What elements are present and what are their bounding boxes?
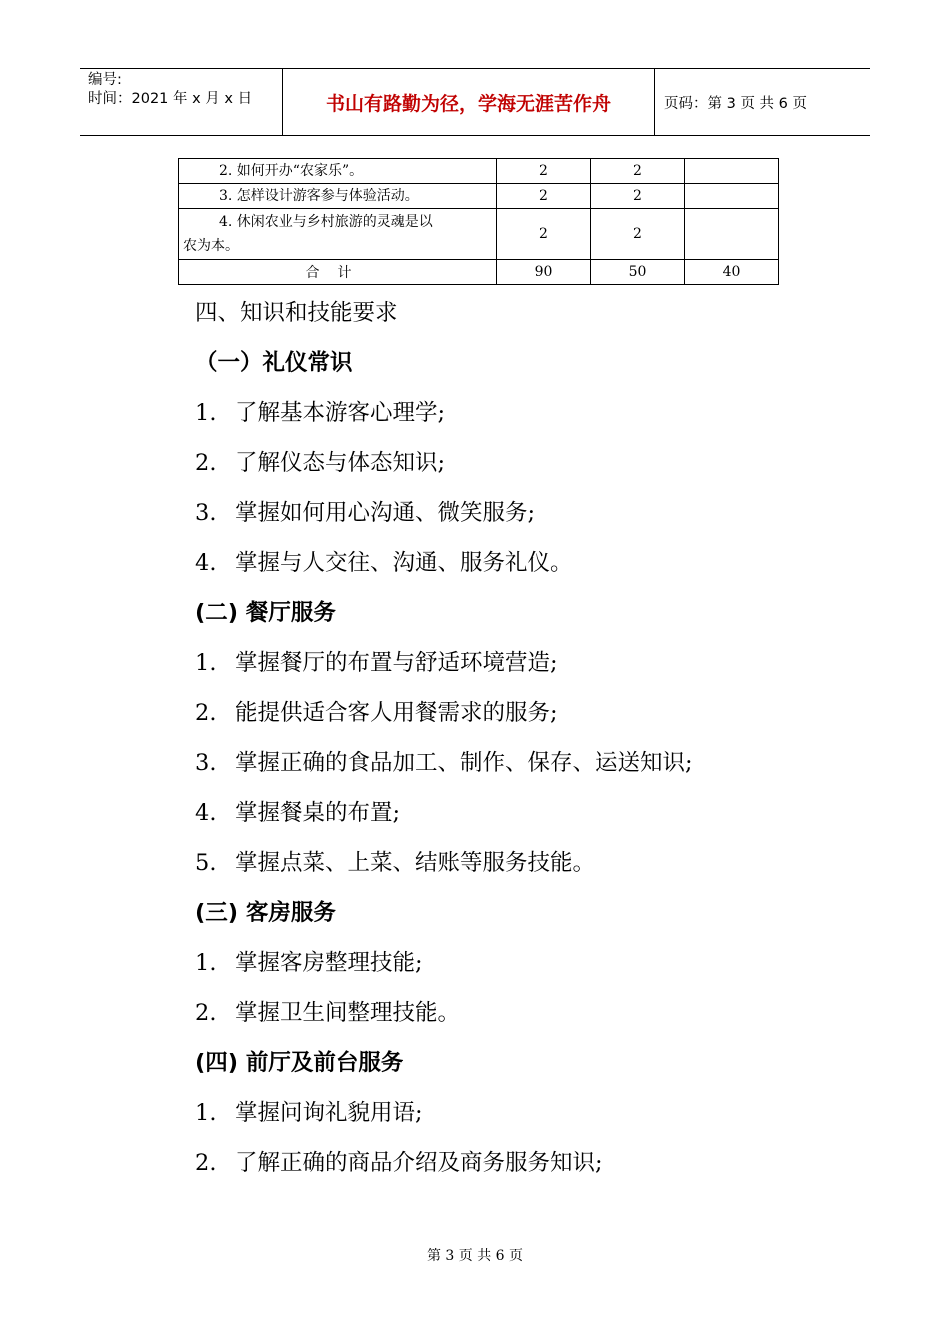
section-title: 四、知识和技能要求 <box>195 300 398 326</box>
row-practice-hours <box>685 159 779 184</box>
list-item: 3. 掌握如何用心沟通、微笑服务; <box>195 500 536 526</box>
row-theory-hours: 2 <box>591 159 685 184</box>
list-item: 2. 了解仪态与体态知识; <box>195 450 446 476</box>
list-item: 4. 掌握餐桌的布置; <box>195 800 401 826</box>
page-header <box>80 68 870 136</box>
row-theory-hours: 2 <box>591 184 685 209</box>
list-item: 4. 掌握与人交往、沟通、服务礼仪。 <box>195 550 573 576</box>
subsection-title-front-desk: (四) 前厅及前台服务 <box>195 1050 404 1076</box>
course-hours-table <box>178 158 779 285</box>
row-practice-hours <box>685 209 779 260</box>
list-item: 1. 了解基本游客心理学; <box>195 400 446 426</box>
row-practice-hours <box>685 184 779 209</box>
list-item: 1. 掌握问询礼貌用语; <box>195 1100 423 1126</box>
row-total-hours: 2 <box>497 159 591 184</box>
header-page-info: 页码：第 3 页 共 6 页 <box>664 95 807 112</box>
list-item: 3. 掌握正确的食品加工、制作、保存、运送知识; <box>195 750 693 776</box>
list-item: 2. 掌握卫生间整理技能。 <box>195 1000 461 1026</box>
table-total-row <box>179 260 779 285</box>
total-theory-hours: 50 <box>591 260 685 285</box>
list-item: 1. 掌握客房整理技能; <box>195 950 423 976</box>
list-item: 5. 掌握点菜、上菜、结账等服务技能。 <box>195 850 596 876</box>
subsection-title-restaurant: (二) 餐厅服务 <box>195 600 336 626</box>
row-name-line1: 4. 休闲农业与乡村旅游的灵魂是以 <box>219 214 433 230</box>
row-name: 3. 怎样设计游客参与体验活动。 <box>219 188 419 204</box>
requirements-content <box>195 288 875 1188</box>
list-item: 1. 掌握餐厅的布置与舒适环境营造; <box>195 650 558 676</box>
row-total-hours: 2 <box>497 184 591 209</box>
table-row <box>179 184 779 209</box>
time-label: 时间：2021 年 x 月 x 日 <box>88 91 253 107</box>
subsection-title-housekeeping: (三) 客房服务 <box>195 900 336 926</box>
table-row <box>179 159 779 184</box>
list-item: 2. 了解正确的商品介绍及商务服务知识; <box>195 1150 603 1176</box>
table-row <box>179 209 779 260</box>
list-item: 2. 能提供适合客人用餐需求的服务; <box>195 700 558 726</box>
code-label: 编号: <box>88 72 122 88</box>
row-total-hours: 2 <box>497 209 591 260</box>
header-motto: 书山有路勤为径，学海无涯苦作舟 <box>283 69 655 135</box>
total-hours: 90 <box>497 260 591 285</box>
page-footer: 第 3 页 共 6 页 <box>426 1248 524 1264</box>
total-practice-hours: 40 <box>685 260 779 285</box>
row-theory-hours: 2 <box>591 209 685 260</box>
header-meta <box>80 69 283 135</box>
subsection-title-etiquette: （一）礼仪常识 <box>195 350 353 376</box>
row-name: 2. 如何开办“农家乐”。 <box>219 163 364 179</box>
row-name-line2: 农为本。 <box>183 238 239 254</box>
total-label: 合计 <box>179 260 497 285</box>
